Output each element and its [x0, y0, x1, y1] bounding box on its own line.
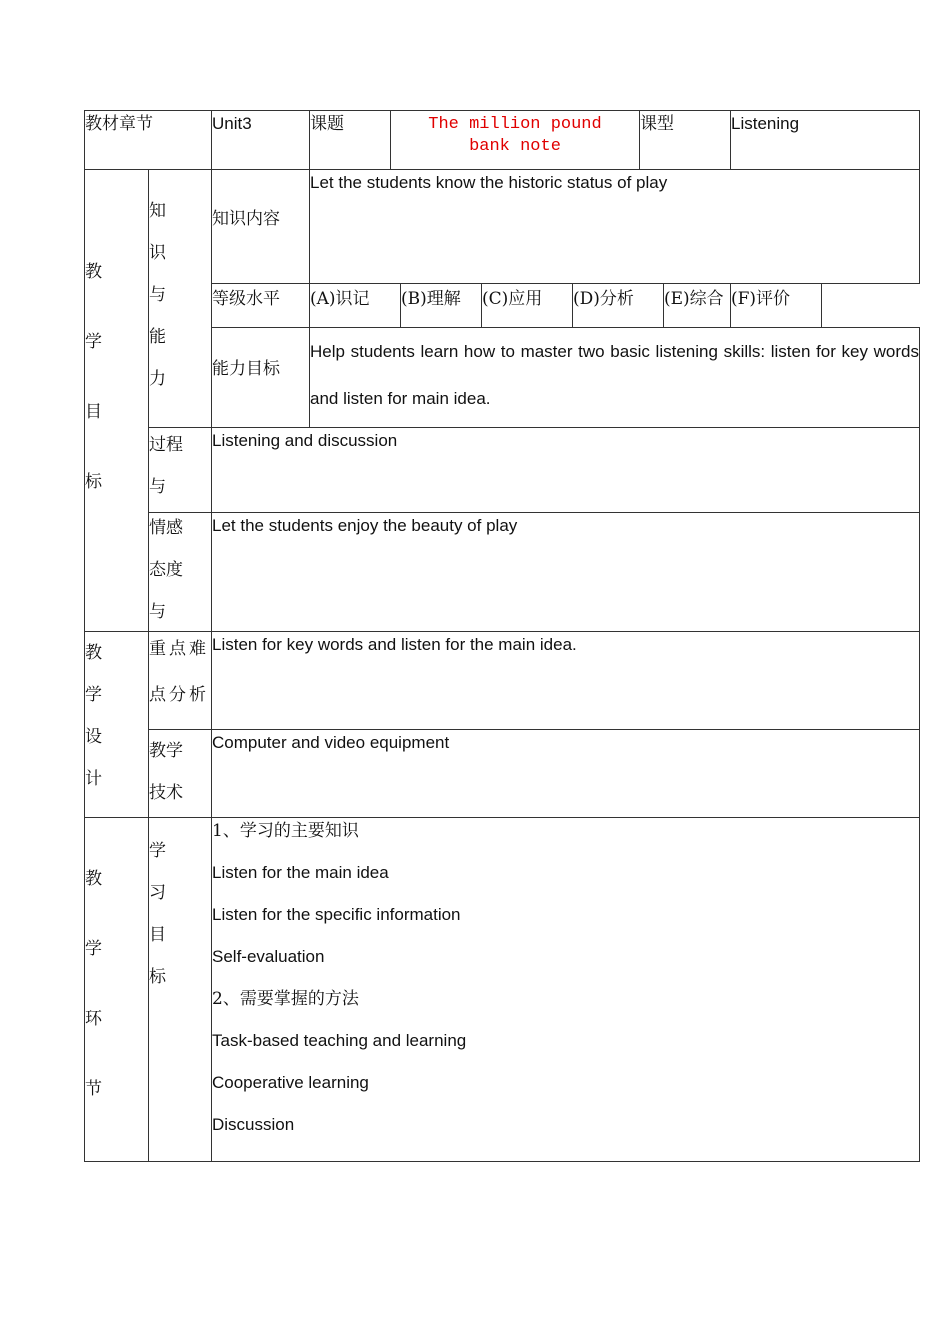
emotion-row	[85, 513, 920, 632]
ability-label: 能力目标	[212, 328, 310, 428]
knowledge-ability-label: 知 识 与 能 力	[149, 170, 212, 428]
level-d: (D)分析	[573, 284, 664, 328]
header-row	[85, 111, 920, 170]
topic-label: 课题	[310, 111, 391, 170]
lesson-title-line-2: bank note	[469, 137, 561, 156]
emotion-value: Let the students enjoy the beauty of play	[212, 513, 920, 632]
study-line: Cooperative learning	[212, 1073, 369, 1092]
level-a: (A)识记	[310, 284, 401, 328]
study-line: Self-evaluation	[212, 947, 325, 966]
process-method-label: 过程 与	[149, 428, 212, 513]
study-goals-label: 学 习 目 标	[149, 818, 212, 1162]
design-section-label: 教 学 设 计	[85, 632, 149, 818]
process-section-label: 教 学 环 节	[85, 818, 149, 1162]
study-heading-knowledge: 1、学习的主要知识	[212, 821, 359, 841]
study-heading-methods: 2、需要掌握的方法	[212, 989, 359, 1009]
level-e: (E)综合	[664, 284, 731, 328]
technology-row	[85, 730, 920, 818]
lesson-plan-table	[84, 110, 920, 1162]
lesson-title-line-1: The million pound	[428, 115, 602, 134]
objectives-section-label: 教 学 目 标	[85, 170, 149, 632]
key-points-row	[85, 632, 920, 730]
study-line: Discussion	[212, 1115, 295, 1134]
key-points-value: Listen for key words and listen for the main idea.	[212, 632, 920, 730]
level-b: (B)理解	[401, 284, 482, 328]
level-c: (C)应用	[482, 284, 573, 328]
type-value: Listening	[731, 111, 920, 170]
process-value: Listening and discussion	[212, 428, 920, 513]
key-points-label: 重点难 点分析	[149, 632, 212, 730]
level-label: 等级水平	[212, 284, 310, 328]
process-row	[85, 428, 920, 513]
study-line: Task-based teaching and learning	[212, 1031, 467, 1050]
level-f: (F)评价	[731, 284, 822, 328]
study-line: Listen for the specific information	[212, 905, 461, 924]
type-label: 课型	[640, 111, 731, 170]
content-value: Let the students know the historic status of play	[310, 170, 920, 284]
knowledge-content-row	[85, 170, 920, 284]
emotion-attitude-label: 情感 态度 与	[149, 513, 212, 632]
chapter-label: 教材章节	[85, 111, 212, 170]
content-label: 知识内容	[212, 170, 310, 284]
unit-value: Unit3	[212, 111, 310, 170]
study-line: Listen for the main idea	[212, 863, 389, 882]
lesson-title	[391, 111, 640, 170]
technology-value: Computer and video equipment	[212, 730, 920, 818]
ability-value: Help students learn how to master two basic listening skills: listen for key words and listen for main idea.	[310, 328, 920, 428]
study-content	[212, 818, 920, 1162]
teaching-process-row	[85, 818, 920, 1162]
technology-label: 教学 技术	[149, 730, 212, 818]
